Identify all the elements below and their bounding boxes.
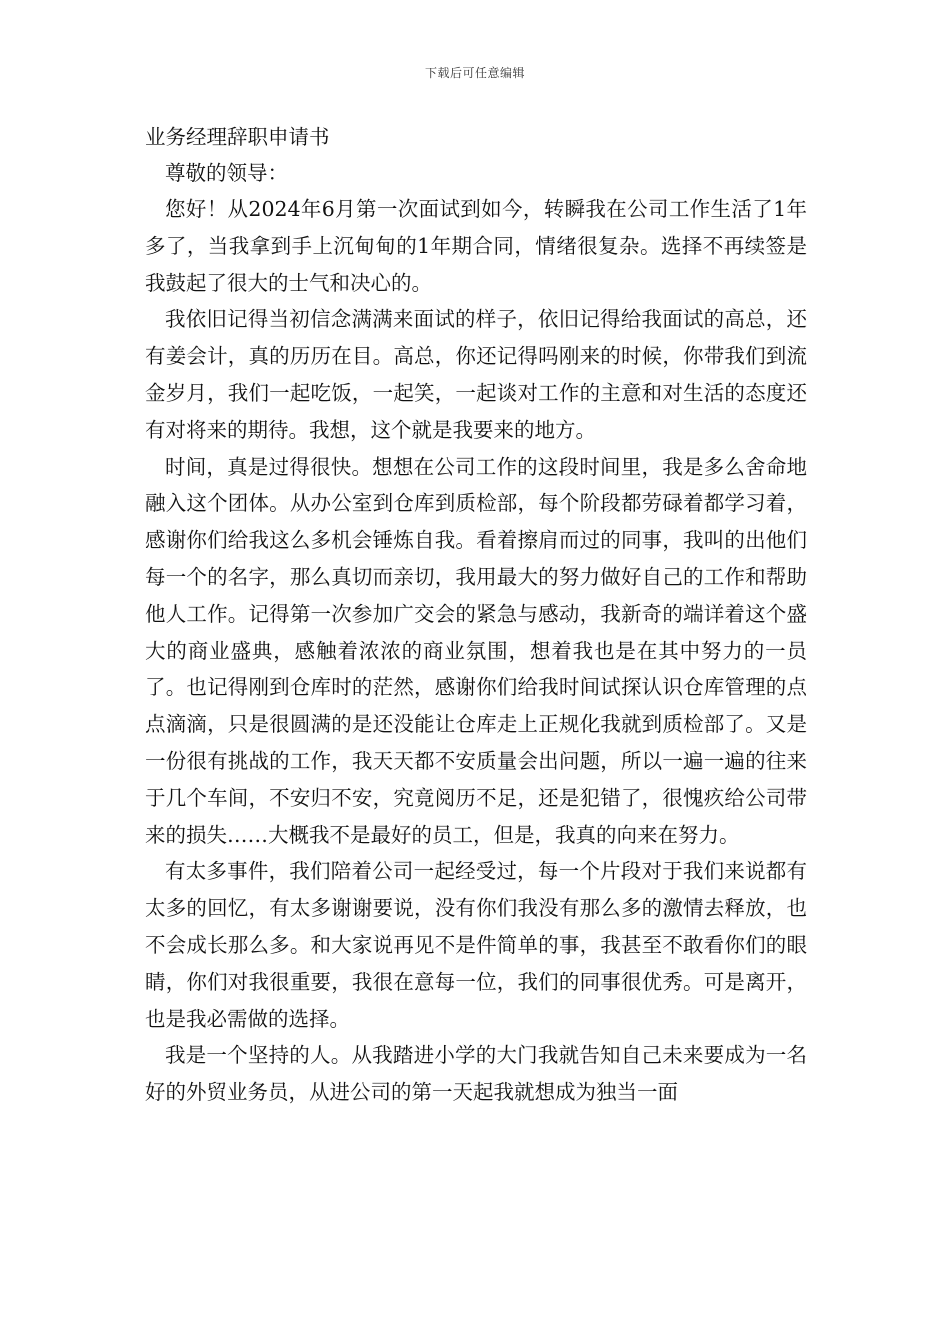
- page-header-note: 下载后可任意编辑: [424, 66, 525, 80]
- paragraph-5: 我是一个坚持的人。从我踏进小学的大门我就告知自己未来要成为一名好的外贸业务员，从进公司的第一天起我就想成为独当一面: [145, 1043, 807, 1105]
- document-title: 业务经理辞职申请书: [145, 125, 330, 149]
- paragraph-3: 时间，真是过得很快。想想在公司工作的这段时间里，我是多么舍命地融入这个团体。从办公室到仓库到质检部，每个阶段都劳碌着都学习着，感谢你们给我这么多机会锤炼自我。看着擦肩而过的同事，我叫的出他们每一个的名字，那么真切而亲切，我用最大的努力做好自己的工作和帮助他人工作。记得第一次参加广交会的紧急与感动，我新奇的端详着这个盛大的商业盛典，感触着浓浓的商业氛围，想着我也是在其中努力的一员了。也记得刚到仓库时的茫然，感谢你们给我时间试探认识仓库管理的点点滴滴，只是很圆满的是还没能让仓库走上正规化我就到质检部了。又是一份很有挑战的工作，我天天都不安质量会出问题，所以一遍一遍的往来于几个车间，不安归不安，究竟阅历不足，还是犯错了，很愧疚给公司带来的损失……大概我不是最好的员工，但是，我真的向来在努力。: [145, 454, 807, 847]
- paragraph-4: 有太多事件，我们陪着公司一起经受过，每一个片段对于我们来说都有太多的回忆，有太多谢谢要说，没有你们我没有那么多的激情去释放，也不会成长那么多。和大家说再见不是件简单的事，我甚至不敢看你们的眼睛，你们对我很重要，我很在意每一位，我们的同事很优秀。可是离开，也是我必需做的选择。: [145, 859, 807, 1031]
- paragraph-2: 我依旧记得当初信念满满来面试的样子，依旧记得给我面试的高总，还有姜会计，真的历历在目。高总，你还记得吗刚来的时候，你带我们到流金岁月，我们一起吃饭，一起笑，一起谈对工作的主意和对生活的态度还有对将来的期待。我想，这个就是我要来的地方。: [145, 307, 807, 442]
- paragraph-1: 您好！从2024年6月第一次面试到如今，转瞬我在公司工作生活了1年多了，当我拿到手上沉甸甸的1年期合同，情绪很复杂。选择不再续签是我鼓起了很大的士气和决心的。: [145, 197, 807, 295]
- salutation: 尊敬的领导：: [165, 161, 288, 185]
- document-body: [145, 119, 807, 1111]
